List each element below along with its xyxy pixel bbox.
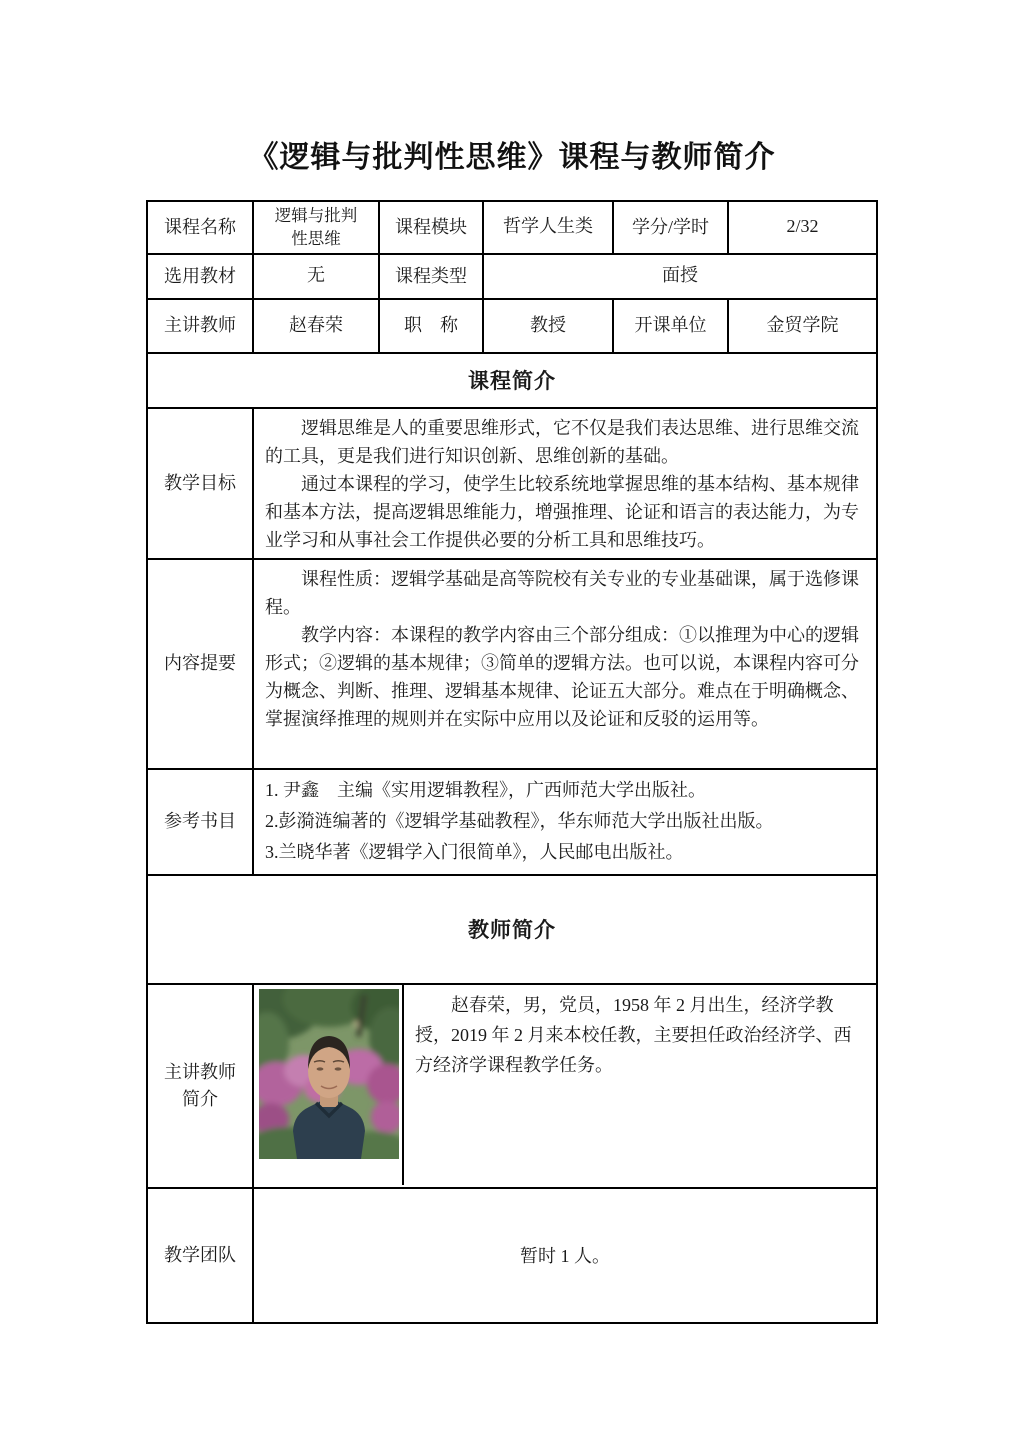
reference-item: 1. 尹鑫 主编《实用逻辑教程》，广西师范大学出版社。 [265, 779, 706, 800]
credit-hours-label: 学分/学时 [613, 201, 728, 254]
teacher-intro-header: 教师简介 [147, 875, 877, 984]
reference-item: 2.彭漪涟编著的《逻辑学基础教程》，华东师范大学出版社出版。 [265, 810, 774, 831]
course-name-label: 课程名称 [147, 201, 253, 254]
summary-text [253, 559, 877, 769]
row-summary [147, 559, 877, 769]
page-title: 《逻辑与批判性思维》课程与教师简介 [248, 141, 776, 174]
course-type-value: 面授 [483, 254, 877, 299]
course-type-label: 课程类型 [379, 254, 483, 299]
textbook-value: 无 [253, 254, 379, 299]
course-module-label: 课程模块 [379, 201, 483, 254]
references-label: 参考书目 [147, 769, 253, 875]
row-teacher-profile [147, 984, 877, 1188]
course-intro-header: 课程简介 [147, 353, 877, 408]
objectives-text [253, 408, 877, 559]
course-module-value: 哲学人生类 [483, 201, 613, 254]
teacher-value: 赵春荣 [253, 299, 379, 353]
row-teacher [147, 299, 877, 353]
credit-hours-value: 2/32 [728, 201, 877, 254]
textbook-label: 选用教材 [147, 254, 253, 299]
teacher-profile-label: 主讲教师简介 [147, 984, 253, 1188]
row-teaching-team [147, 1188, 877, 1323]
objectives-label: 教学目标 [147, 408, 253, 559]
row-references [147, 769, 877, 875]
objectives-paragraph-1: 逻辑思维是人的重要思维形式，它不仅是我们表达思维、进行思维交流的工具，更是我们进行知识创新、思维创新的基础。 [265, 417, 859, 466]
teacher-profile-text [404, 985, 876, 1185]
rank-label: 职 称 [379, 299, 483, 353]
teacher-photo-cell [254, 985, 404, 1185]
teacher-profile-paragraph: 赵春荣，男，党员，1958 年 2 月出生，经济学教授，2019 年 2 月来本校任教，主要担任政治经济学、西方经济学课程教学任务。 [415, 994, 852, 1075]
summary-paragraph-1: 课程性质：逻辑学基础是高等院校有关专业的专业基础课，属于选修课程。 [265, 568, 859, 617]
course-name-value: 逻辑与批判性思维 [253, 201, 379, 254]
row-course-name [147, 201, 877, 254]
objectives-paragraph-2: 通过本课程的学习，使学生比较系统地掌握思维的基本结构、基本规律和基本方法，提高逻辑思维能力，增强推理、论证和语言的表达能力，为专业学习和从事社会工作提供必要的分析工具和思维技巧。 [265, 473, 859, 550]
teacher-label: 主讲教师 [147, 299, 253, 353]
rank-value: 教授 [483, 299, 613, 353]
summary-paragraph-2: 教学内容：本课程的教学内容由三个部分组成：①以推理为中心的逻辑形式；②逻辑的基本规律；③简单的逻辑方法。也可以说，本课程内容可分为概念、判断、推理、逻辑基本规律、论证五大部分。难点在于明确概念、掌握演绎推理的规则并在实际中应用以及论证和反驳的运用等。 [265, 624, 859, 729]
teacher-photo [259, 989, 399, 1159]
teaching-team-label: 教学团队 [147, 1188, 253, 1323]
row-course-intro-header [147, 353, 877, 408]
row-textbook [147, 254, 877, 299]
course-info-table [146, 200, 878, 1324]
row-objectives [147, 408, 877, 559]
teaching-team-value: 暂时 1 人。 [253, 1188, 877, 1323]
unit-label: 开课单位 [613, 299, 728, 353]
reference-item: 3.兰晓华著《逻辑学入门很简单》，人民邮电出版社。 [265, 841, 684, 862]
references-list [253, 769, 877, 875]
row-teacher-intro-header [147, 875, 877, 984]
teacher-profile-cell [253, 984, 877, 1188]
unit-value: 金贸学院 [728, 299, 877, 353]
summary-label: 内容提要 [147, 559, 253, 769]
